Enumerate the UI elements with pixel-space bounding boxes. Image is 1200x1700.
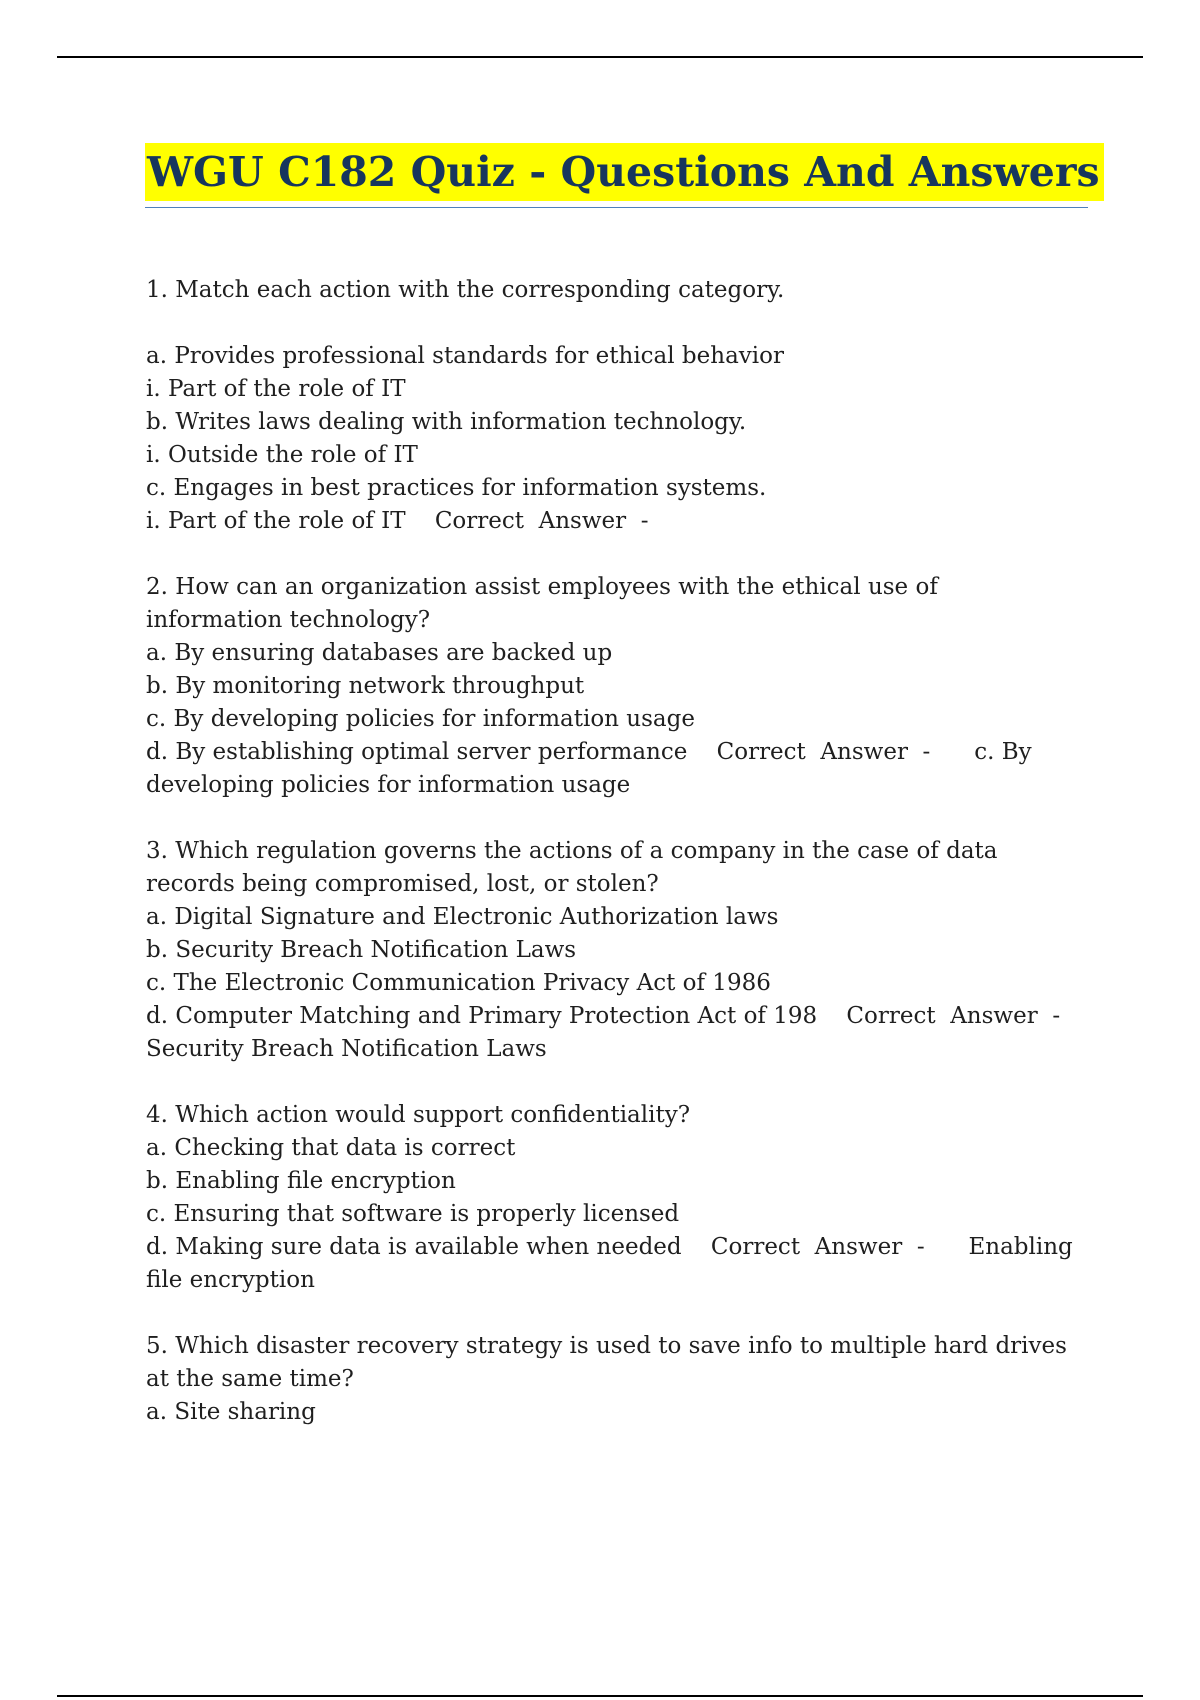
correct-answer-text-2: developing policies for information usage [146,772,631,798]
question-5 [146,1330,1096,1429]
question-text-line-2: information technology? [146,607,431,633]
correct-answer-text: Security Breach Notification Laws [146,1036,547,1062]
option-c: c. Engages in best practices for information systems. [146,475,767,501]
question-1-options [146,340,1096,538]
option-d-row [146,736,1096,769]
option-d-row [146,1000,1096,1033]
option-a: a. Provides professional standards for ethical behavior [146,343,784,369]
correct-answer-text-2: file encryption [146,1267,315,1293]
option-a: a. By ensuring databases are backed up [146,640,613,666]
option-b: b. Security Breach Notification Laws [146,937,577,963]
question-text-line-1: 3. Which regulation governs the actions of a company in the case of data [146,838,998,864]
option-d-row [146,1231,1096,1264]
option-b: b. Writes laws dealing with information technology. [146,409,747,435]
question-text-line-2: records being compromised, lost, or stolen? [146,871,659,897]
question-text: 1. Match each action with the corresponding category. [146,277,785,303]
question-text-line-2: at the same time? [146,1366,354,1392]
option-d: d. Making sure data is available when needed [146,1234,682,1260]
correct-answer-label: Correct Answer - [716,739,931,765]
option-c: c. The Electronic Communication Privacy Act of 1986 [146,970,771,996]
question-text: 4. Which action would support confidentiality? [146,1102,691,1128]
option-b-category: i. Outside the role of IT [146,442,418,468]
option-c: c. By developing policies for information usage [146,706,695,732]
option-b: b. Enabling file encryption [146,1168,456,1194]
option-d: d. Computer Matching and Primary Protection Act of 198 [146,1003,818,1029]
correct-answer-text-1: Enabling [968,1234,1073,1260]
option-d: d. By establishing optimal server performance [146,739,688,765]
question-3 [146,835,1096,1066]
correct-answer-label: Correct Answer - [710,1234,925,1260]
option-c: c. Ensuring that software is properly licensed [146,1201,680,1227]
quiz-content [146,274,1096,1462]
bottom-rule [57,1695,1143,1697]
correct-answer-label: Correct Answer - [846,1003,1061,1029]
option-a: a. Checking that data is correct [146,1135,516,1161]
option-a: a. Digital Signature and Electronic Authorization laws [146,904,779,930]
correct-answer-label [406,508,649,534]
correct-answer-text-1: c. By [974,739,1032,765]
option-b: b. By monitoring network throughput [146,673,585,699]
page-title: WGU C182 Quiz - Questions And Answers [145,143,1104,201]
question-1 [146,274,1096,307]
correct-answer-label-text: Correct Answer - [434,508,649,534]
title-block [145,143,1100,208]
option-a-category: i. Part of the role of IT [146,376,406,402]
question-2 [146,571,1096,802]
option-c-row [146,505,1096,538]
question-text-line-1: 2. How can an organization assist employees with the ethical use of [146,574,938,600]
option-a: a. Site sharing [146,1399,316,1425]
question-4 [146,1099,1096,1297]
question-text-line-1: 5. Which disaster recovery strategy is used to save info to multiple hard drives [146,1333,1067,1359]
option-c-category: i. Part of the role of IT [146,508,406,534]
top-rule [57,56,1143,58]
